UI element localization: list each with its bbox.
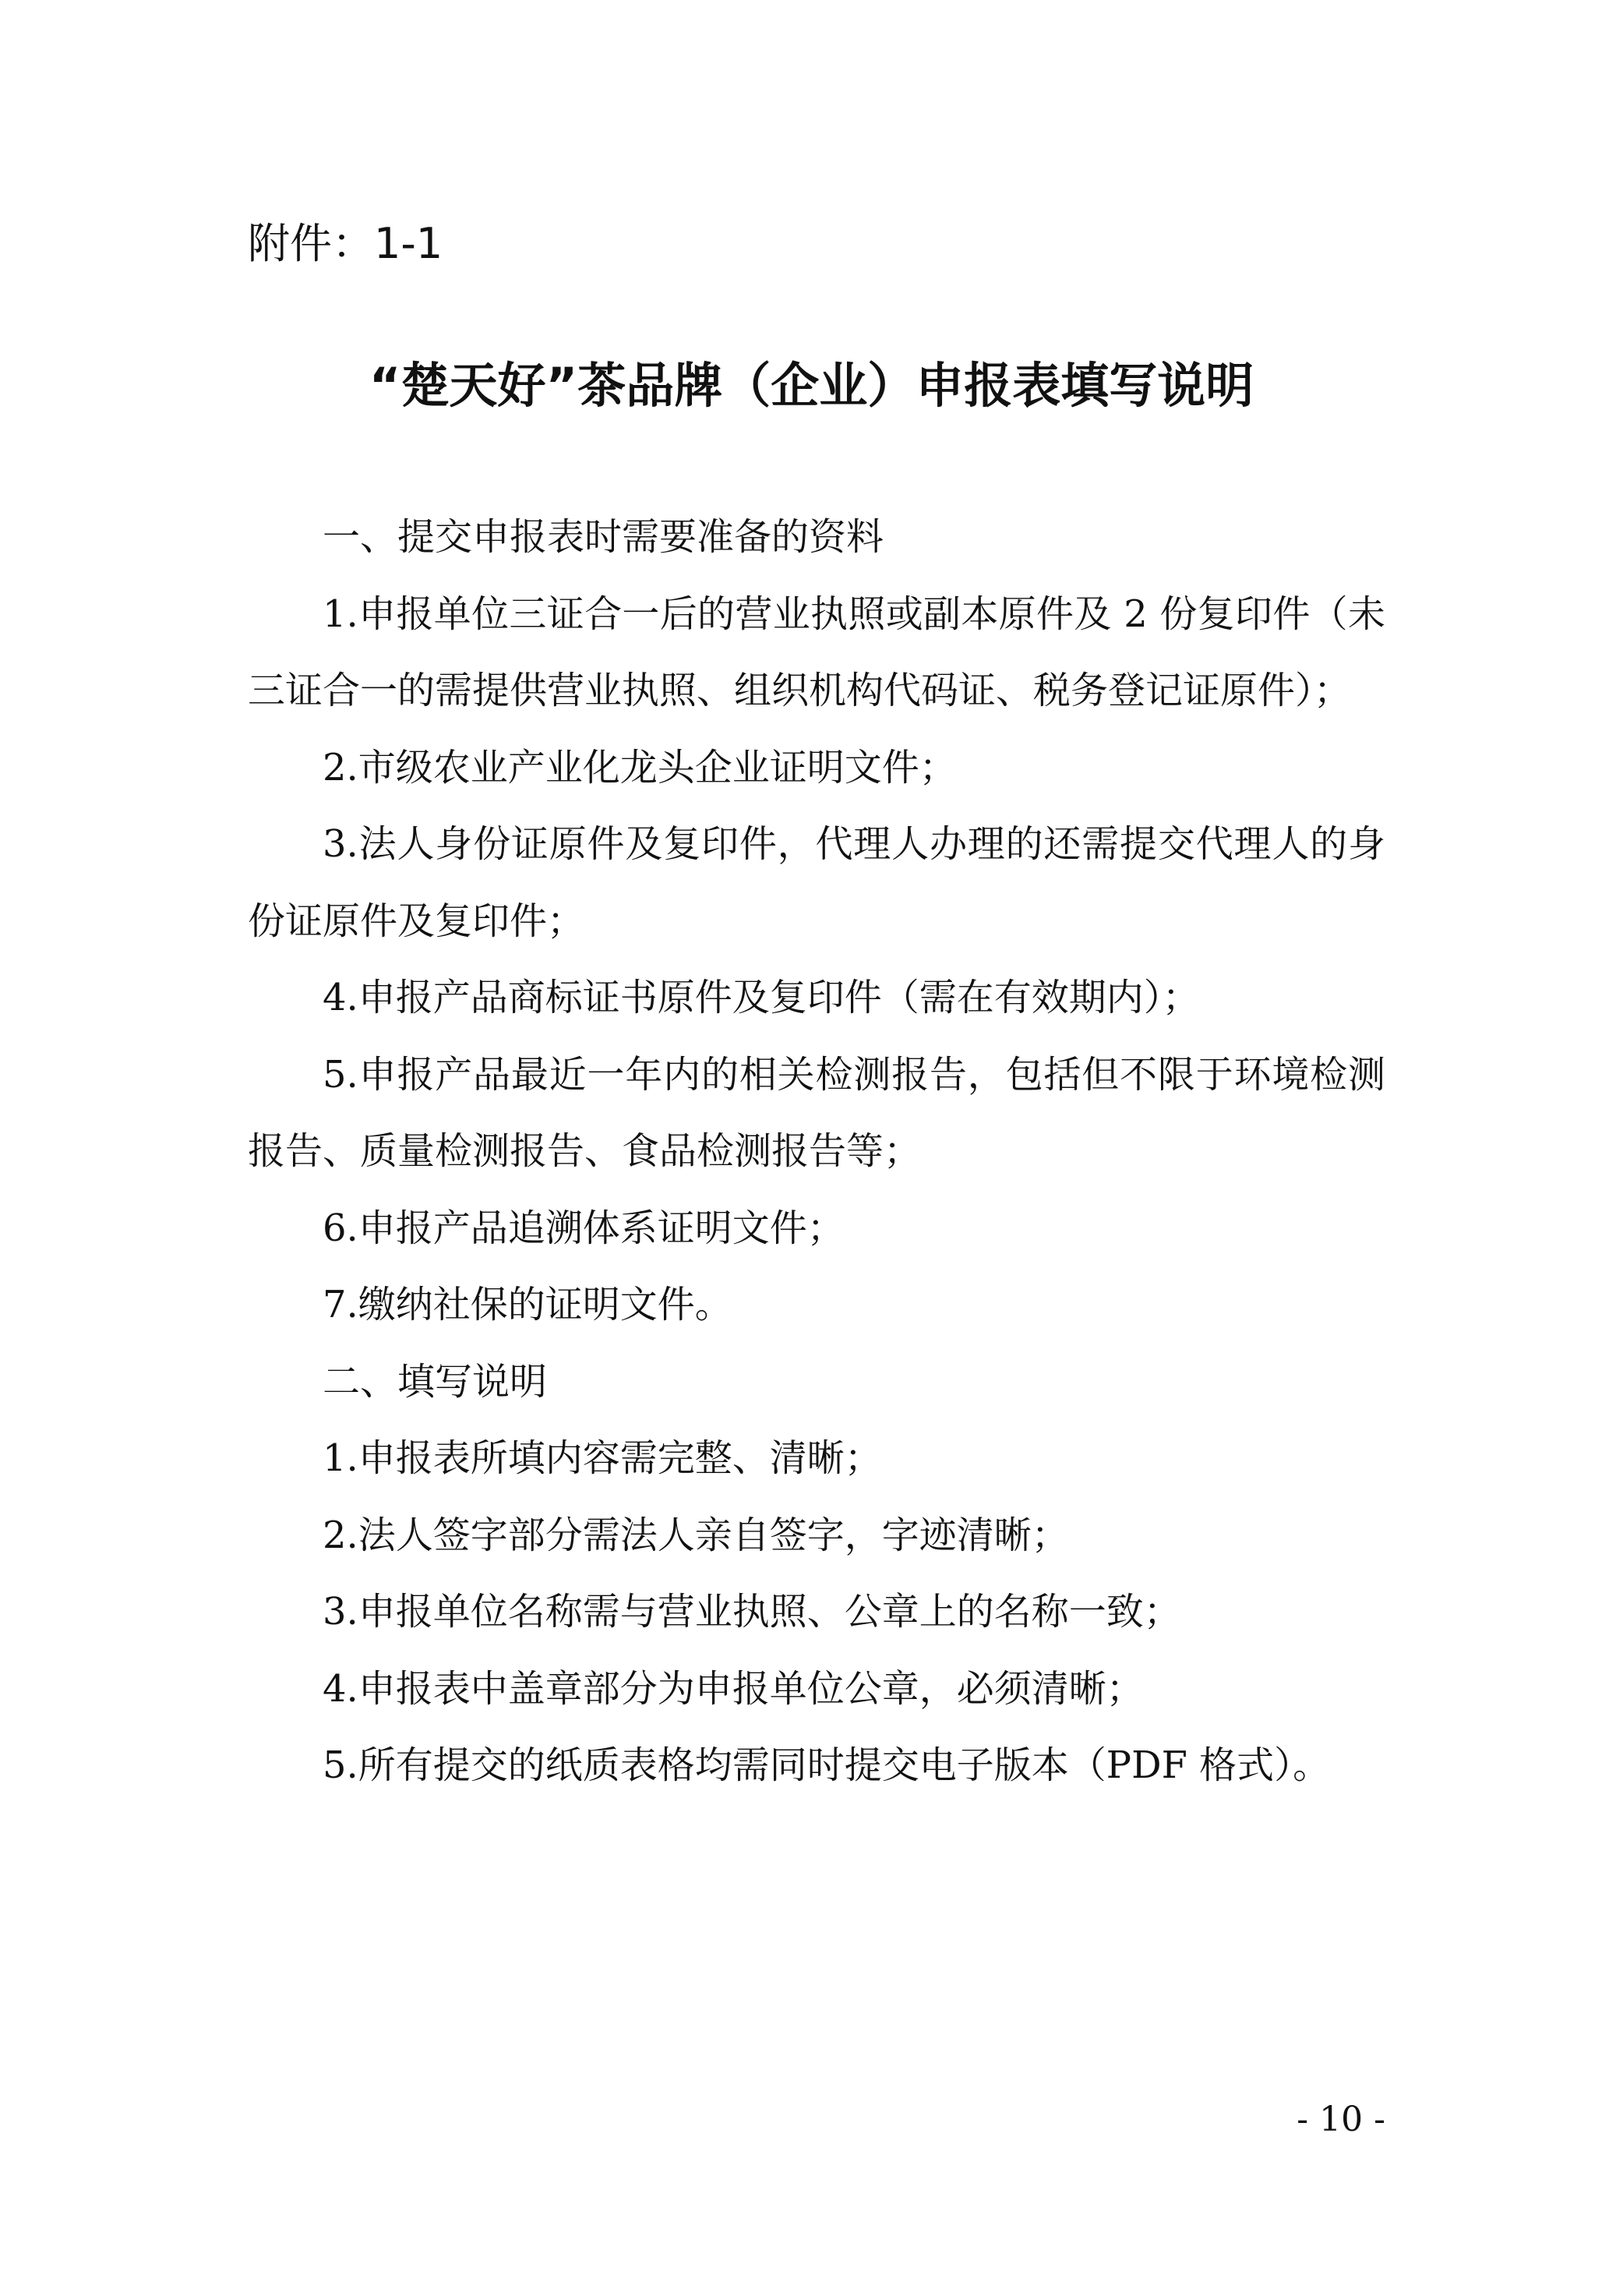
- section-1-item-3: 3.法人身份证原件及复印件，代理人办理的还需提交代理人的身份证原件及复印件；: [248, 822, 1385, 943]
- section-1-item-7: 7.缴纳社保的证明文件。: [323, 1283, 732, 1326]
- section-1-item-2: 2.市级农业产业化龙头企业证明文件；: [323, 745, 957, 789]
- section-2-item-5: 5.所有提交的纸质表格均需同时提交电子版本（PDF 格式）。: [323, 1743, 1331, 1787]
- document-title: “楚天好”茶品牌（企业）申报表填写说明: [369, 357, 1254, 414]
- section-2-item-1: 1.申报表所填内容需完整、清晰；: [323, 1436, 882, 1480]
- section-1-item-6: 6.申报产品追溯体系证明文件；: [323, 1206, 845, 1250]
- section-1-item-4: 4.申报产品商标证书原件及复印件（需在有效期内）；: [323, 976, 1200, 1019]
- attachment-label: 附件：1-1: [248, 219, 443, 268]
- section-1-item-1: 1.申报单位三证合一后的营业执照或副本原件及 2 份复印件（未三证合一的需提供营业执照、组织机构代码证、税务登记证原件）；: [248, 592, 1385, 712]
- section-1-item-5: 5.申报产品最近一年内的相关检测报告，包括但不限于环境检测报告、质量检测报告、食品检测报告等；: [248, 1052, 1385, 1173]
- section-2-item-4: 4.申报表中盖章部分为申报单位公章，必须清晰；: [323, 1666, 1144, 1711]
- section-2-heading: 二、填写说明: [323, 1359, 548, 1404]
- section-2-item-2: 2.法人签字部分需法人亲自签字，字迹清晰；: [323, 1513, 1069, 1557]
- section-2-item-3: 3.申报单位名称需与营业执照、公章上的名称一致；: [323, 1590, 1181, 1634]
- section-1-heading: 一、提交申报表时需要准备的资料: [323, 515, 884, 559]
- page-number: - 10 -: [1297, 2100, 1385, 2139]
- document-body: [248, 499, 1385, 1804]
